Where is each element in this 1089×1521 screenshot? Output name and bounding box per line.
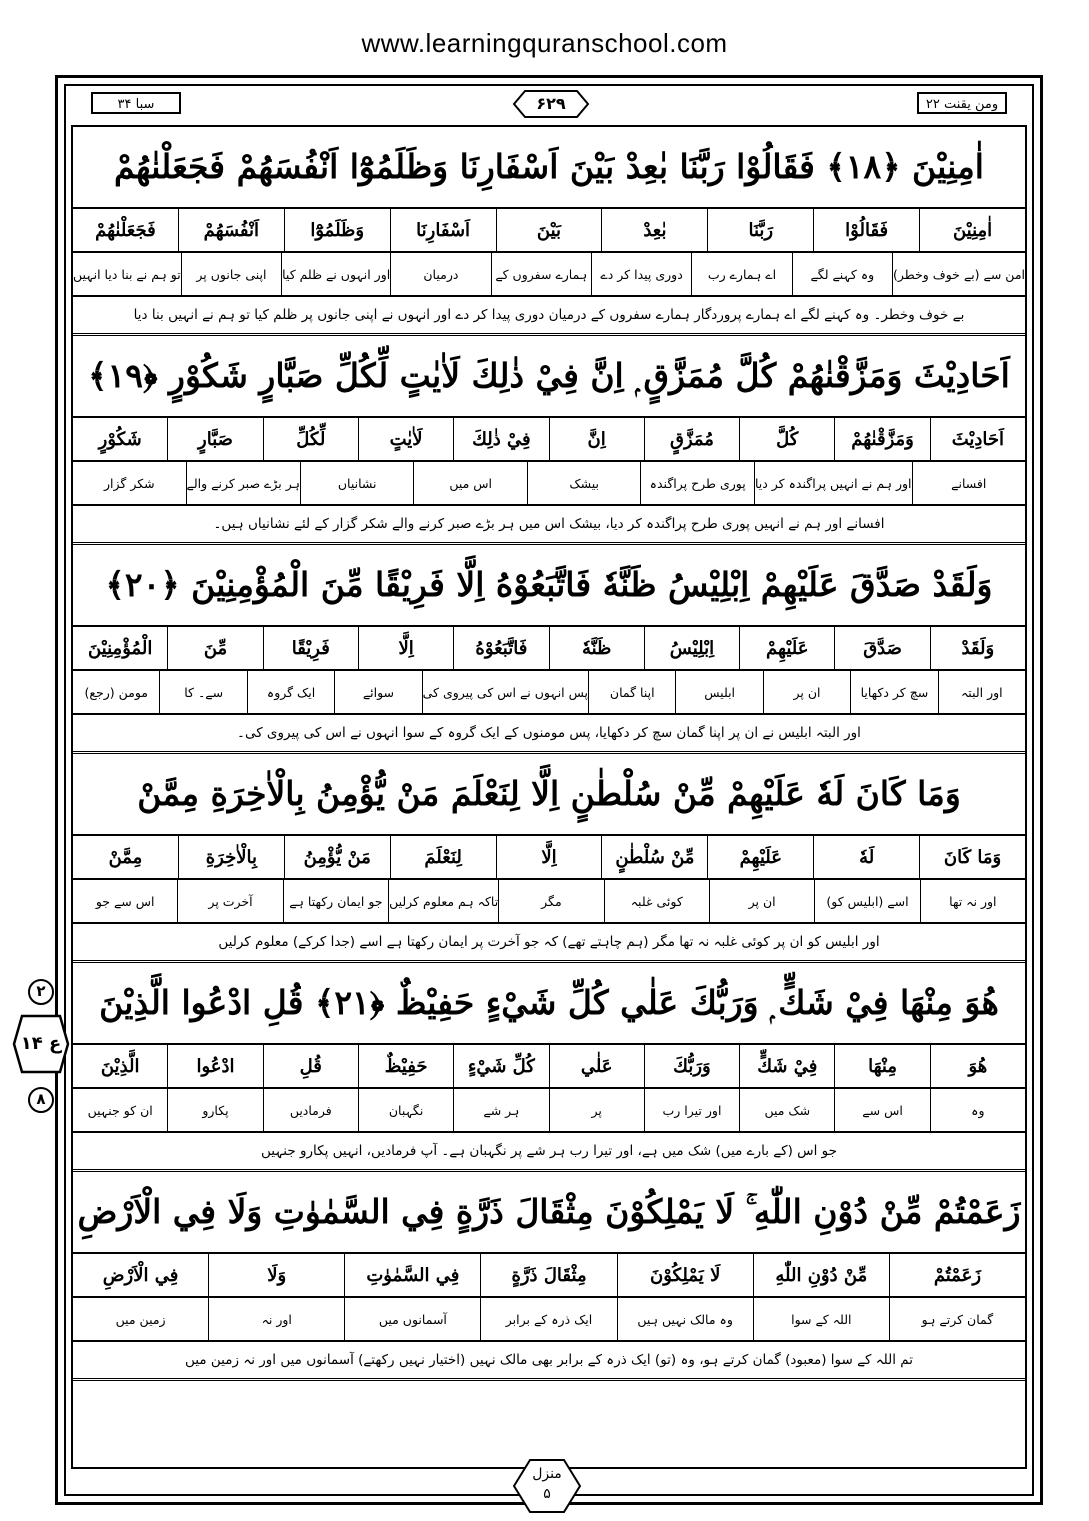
arabic-word: مِّنْ سُلْطٰنٍ: [601, 836, 707, 878]
verse-section: [73, 963, 1025, 1172]
arabic-word: رَبَّنَا: [707, 209, 813, 251]
arabic-word: اِنَّ: [549, 418, 644, 460]
verse-section: [73, 127, 1025, 336]
word-meaning: ہر شے: [453, 1089, 548, 1131]
arabic-word: اٰمِنِيْنَ: [919, 209, 1025, 251]
verse-section: [73, 545, 1025, 754]
word-meaning: فرمادیں: [263, 1089, 358, 1131]
word-meaning: اور ہم نے انہیں پراگندہ کر دیا: [754, 462, 912, 504]
arabic-word: ظَنَّهٗ: [549, 627, 644, 669]
arabic-word: قُلِ: [263, 1045, 358, 1087]
word-meaning: ان کو جنہیں: [87, 1102, 153, 1118]
arabic-verse-line: هُوَ مِنْهَا فِيْ شَكٍّ ۭ وَرَبُّكَ عَلٰي كُلِّ شَيْءٍ حَفِيْظٌ ﴿۲۱﴾ قُلِ ادْعُوا الَّذِيْنَ: [73, 963, 1025, 1045]
word-meaning: اس سے: [834, 1089, 929, 1131]
word-meaning: کوئی غلبہ: [604, 880, 709, 922]
verse-section: [73, 754, 1025, 963]
side-marks: [12, 978, 70, 1118]
word-meaning: ایک گروہ: [247, 671, 334, 713]
arabic-word: وَلَا: [208, 1254, 344, 1296]
word-meaning: درمیان: [390, 253, 490, 295]
arabic-word: مِّنْ دُوْنِ اللّٰهِ: [753, 1254, 889, 1296]
word-meaning: ہمارے سفروں کے: [491, 253, 591, 295]
word-meaning: سے۔ کا: [159, 671, 246, 713]
word-meaning: اپنا گمان: [588, 671, 675, 713]
arabic-word: فِيْ ذٰلِكَ: [453, 418, 548, 460]
word-row: [73, 418, 1025, 462]
arabic-word: اَحَادِيْثَ: [930, 418, 1025, 460]
word-meaning: اور نہ تھا: [920, 880, 1025, 922]
arabic-word: لَاٰيٰتٍ: [358, 418, 453, 460]
word-meaning: نگہبان: [358, 1089, 453, 1131]
ruku-number-top: ۲: [36, 982, 46, 1000]
word-meaning: ابلیس: [675, 671, 762, 713]
arabic-word: ادْعُوا: [167, 1045, 262, 1087]
word-meaning: مومن (رجع): [84, 684, 149, 700]
urdu-translation: اور البتہ ابلیس نے ان پر اپنا گمان سچ کر دکھایا، پس مومنوں کے ایک گروہ کے سوا انہوں نے اس کی پیروی کی۔: [73, 715, 1025, 754]
urdu-translation: تم اللہ کے سوا (معبود) گمان کرتے ہو، وہ (تو) ایک ذرہ کے برابر بھی مالک نہیں (اختیار نہیں رکھتے) آسمانوں میں اور نہ زمین میں: [73, 1342, 1025, 1381]
arabic-verse-line: اٰمِنِيْنَ ﴿۱۸﴾ فَقَالُوْا رَبَّنَا بٰعِدْ بَيْنَ اَسْفَارِنَا وَظَلَمُوْٓا اَنْفُسَهُمْ فَجَعَلْنٰهُمْ: [73, 127, 1025, 209]
word-meaning: شک میں: [739, 1089, 834, 1131]
arabic-word: زَعَمْتُمْ: [889, 1254, 1025, 1296]
arabic-word: لَهٗ: [813, 836, 919, 878]
word-meaning: سچ کر دکھایا: [850, 671, 937, 713]
juz-label: ومن یقنت ۲۲: [917, 92, 1007, 114]
manzil-label: منزل: [532, 1466, 562, 1482]
word-meaning: گمان کرتے ہو: [889, 1298, 1025, 1340]
arabic-word: عَلَيْهِمْ: [739, 627, 834, 669]
manzil-number: ۵: [543, 1486, 551, 1502]
verse-section: [73, 1172, 1025, 1381]
page-number-badge: [513, 90, 589, 118]
arabic-word: مَنْ يُّؤْمِنُ: [284, 836, 390, 878]
arabic-word: مِثْقَالَ ذَرَّةٍ: [480, 1254, 616, 1296]
verse-section: [73, 336, 1025, 545]
meaning-row: [73, 671, 1025, 715]
arabic-word: وَمَزَّقْنٰهُمْ: [834, 418, 929, 460]
word-meaning: اس سے جو: [95, 893, 155, 909]
arabic-word: مُمَزَّقٍ: [644, 418, 739, 460]
word-meaning: اور انہوں نے ظلم کیا: [281, 253, 390, 295]
meaning-row: [73, 1298, 1025, 1342]
meaning-row: [73, 1089, 1025, 1133]
word-meaning: اسے (ابلیس کو): [814, 880, 919, 922]
arabic-word: بِالْاٰخِرَةِ: [178, 836, 284, 878]
arabic-word: مِّنَ: [167, 627, 262, 669]
arabic-word: اِلَّا: [358, 627, 453, 669]
arabic-word: عَلٰي: [549, 1045, 644, 1087]
arabic-word: بٰعِدْ: [601, 209, 707, 251]
surah-label: سبا ۳۴: [91, 92, 181, 114]
word-meaning: دوری پیدا کر دے: [591, 253, 691, 295]
word-meaning: افسانے: [912, 462, 1026, 504]
arabic-word: اَنْفُسَهُمْ: [178, 209, 284, 251]
word-meaning: اللہ کے سوا: [753, 1298, 889, 1340]
word-row: [73, 1254, 1025, 1298]
arabic-word: اِبْلِيْسُ: [644, 627, 739, 669]
word-meaning: آخرت پر: [177, 880, 282, 922]
arabic-word: فِي السَّمٰوٰتِ: [344, 1254, 480, 1296]
arabic-verse-line: وَمَا كَانَ لَهٗ عَلَيْهِمْ مِّنْ سُلْطٰنٍ اِلَّا لِنَعْلَمَ مَنْ يُّؤْمِنُ بِالْاٰخِرَةِ مِمَّنْ: [73, 754, 1025, 836]
arabic-word: فِي الْاَرْضِ: [102, 1264, 179, 1286]
word-meaning: وہ: [930, 1089, 1025, 1131]
arabic-word: اَسْفَارِنَا: [390, 209, 496, 251]
arabic-word: فَاتَّبَعُوْهُ: [453, 627, 548, 669]
word-row: [73, 836, 1025, 880]
arabic-word: صَبَّارٍ: [167, 418, 262, 460]
word-meaning: تاکہ ہم معلوم کرلیں: [388, 880, 498, 922]
word-meaning: بیشک: [527, 462, 641, 504]
word-meaning: مگر: [498, 880, 603, 922]
word-meaning: آسمانوں میں: [344, 1298, 480, 1340]
word-meaning: شکر گزار: [103, 475, 155, 491]
arabic-word: وَلَقَدْ: [930, 627, 1025, 669]
manzil-badge: [512, 1458, 582, 1514]
word-row: [73, 209, 1025, 253]
page-number: ۶۲۹: [536, 94, 566, 113]
word-meaning: پوری طرح پراگندہ: [640, 462, 754, 504]
word-meaning: پس انہوں نے اس کی پیروی کی: [422, 671, 588, 713]
ruku-number-bottom: ۸: [36, 1090, 46, 1108]
word-meaning: ہر بڑے صبر کرنے والے: [186, 462, 300, 504]
word-meaning: ان پر: [763, 671, 850, 713]
word-meaning: اس میں: [413, 462, 527, 504]
urdu-translation: اور ابلیس کو ان پر کوئی غلبہ نہ تھا مگر (ہم چاہتے تھے) کہ جو آخرت پر ایمان رکھتا ہے اسے (جدا کرکے) معلوم کرلیں: [73, 924, 1025, 963]
arabic-word: صَدَّقَ: [834, 627, 929, 669]
word-meaning: وہ مالک نہیں ہیں: [617, 1298, 753, 1340]
arabic-word: عَلَيْهِمْ: [707, 836, 813, 878]
meaning-row: [73, 462, 1025, 506]
word-row: [73, 1045, 1025, 1089]
urdu-translation: بے خوف وخطر۔ وہ کہنے لگے اے ہمارے پروردگار ہمارے سفروں کے درمیان دوری پیدا کر دے اور انہوں نے اپنی جانوں پر ظلم کیا تو ہم نے انہیں بنا دیا: [73, 297, 1025, 336]
arabic-word: لِنَعْلَمَ: [390, 836, 496, 878]
arabic-word: هُوَ: [930, 1045, 1025, 1087]
word-meaning: امن سے (بے خوف وخطر): [892, 253, 1025, 295]
word-meaning: وہ کہنے لگے: [792, 253, 892, 295]
arabic-verse-line: زَعَمْتُمْ مِّنْ دُوْنِ اللّٰهِ ۚ لَا يَمْلِكُوْنَ مِثْقَالَ ذَرَّةٍ فِي السَّمٰوٰتِ وَلَا فِي الْاَرْضِ: [73, 1172, 1025, 1254]
word-meaning: اور نہ: [208, 1298, 344, 1340]
word-meaning: اور البتہ: [938, 671, 1025, 713]
arabic-word: لِّكُلِّ: [263, 418, 358, 460]
website-url: www.learningquranschool.com: [361, 28, 728, 58]
word-meaning: اے ہمارے رب: [691, 253, 791, 295]
arabic-word: الَّذِيْنَ: [100, 1055, 140, 1077]
meaning-row: [73, 253, 1025, 297]
urdu-translation: جو اس (کے بارے میں) شک میں ہے، اور تیرا رب ہر شے پر نگہبان ہے۔ آپ فرمادیں، انہیں پکارو جنہیں: [73, 1133, 1025, 1172]
word-meaning: ایک ذرہ کے برابر: [480, 1298, 616, 1340]
verses-content: [73, 127, 1025, 1381]
arabic-word: اِلَّا: [496, 836, 602, 878]
ruku-number-middle: ع ۱۴: [20, 1033, 62, 1054]
arabic-word: مِمَّنْ: [108, 846, 143, 868]
arabic-word: بَيْنَ: [496, 209, 602, 251]
arabic-word: فَقَالُوْا: [813, 209, 919, 251]
arabic-word: كُلَّ: [739, 418, 834, 460]
arabic-word: وَرَبُّكَ: [644, 1045, 739, 1087]
word-meaning: اور تیرا رب: [644, 1089, 739, 1131]
meaning-row: [73, 880, 1025, 924]
word-meaning: جو ایمان رکھتا ہے: [283, 880, 388, 922]
word-meaning: نشانیاں: [300, 462, 414, 504]
arabic-verse-line: اَحَادِيْثَ وَمَزَّقْنٰهُمْ كُلَّ مُمَزَّقٍ ۭ اِنَّ فِيْ ذٰلِكَ لَاٰيٰتٍ لِّكُلِّ صَبَّارٍ شَكُوْرٍ ﴿۱۹﴾: [73, 336, 1025, 418]
word-meaning: تو ہم نے بنا دیا انہیں: [73, 266, 181, 282]
arabic-word: كُلِّ شَيْءٍ: [453, 1045, 548, 1087]
word-meaning: پر: [549, 1089, 644, 1131]
word-meaning: پکارو: [167, 1089, 262, 1131]
word-meaning: ان پر: [709, 880, 814, 922]
arabic-word: الْمُؤْمِنِيْنَ: [87, 637, 153, 659]
word-meaning: سوائے: [334, 671, 421, 713]
urdu-translation: افسانے اور ہم نے انہیں پوری طرح پراگندہ کر دیا، بیشک اس میں ہر بڑے صبر کرنے والے شکر گزار کے لئے نشانیاں ہیں۔: [73, 506, 1025, 545]
arabic-word: فَرِيْقًا: [263, 627, 358, 669]
arabic-verse-line: وَلَقَدْ صَدَّقَ عَلَيْهِمْ اِبْلِيْسُ ظَنَّهٗ فَاتَّبَعُوْهُ اِلَّا فَرِيْقًا مِّنَ الْمُؤْمِنِيْنَ ﴿۲۰﴾: [73, 545, 1025, 627]
arabic-word: لَا يَمْلِكُوْنَ: [617, 1254, 753, 1296]
word-meaning: اپنی جانوں پر: [181, 253, 281, 295]
arabic-word: فِيْ شَكٍّ: [739, 1045, 834, 1087]
word-meaning: زمین میں: [115, 1311, 166, 1327]
arabic-word: مِنْهَا: [834, 1045, 929, 1087]
arabic-word: حَفِيْظٌ: [358, 1045, 453, 1087]
arabic-word: وَمَا كَانَ: [919, 836, 1025, 878]
page-header: [71, 90, 1027, 120]
arabic-word: فَجَعَلْنٰهُمْ: [95, 219, 156, 241]
arabic-word: وَظَلَمُوْٓا: [284, 209, 390, 251]
arabic-word: شَكُوْرٍ: [98, 428, 142, 450]
word-row: [73, 627, 1025, 671]
